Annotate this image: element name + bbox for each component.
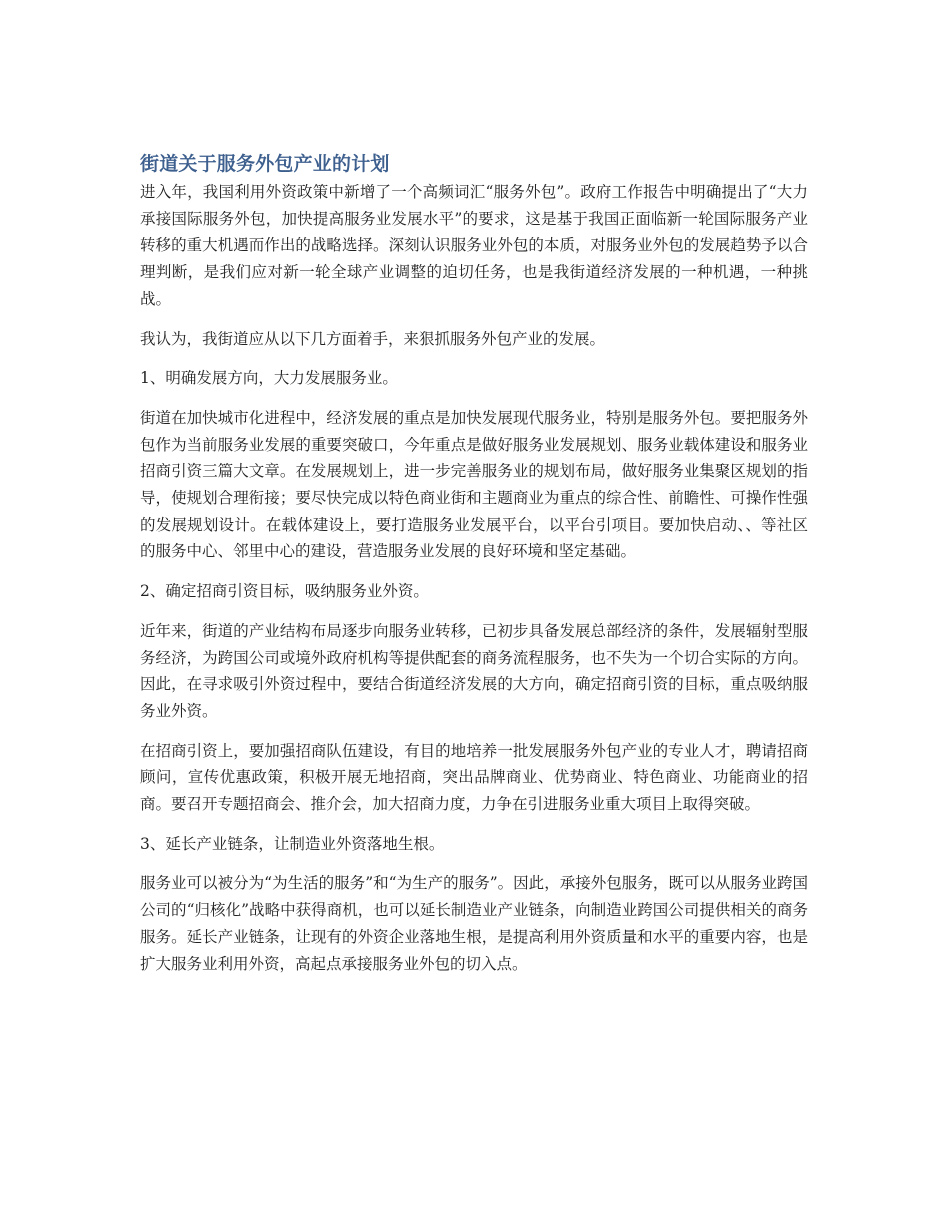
intro-paragraph: 进入年，我国利用外资政策中新增了一个高频词汇“服务外包”。政府工作报告中明确提出了“大力承接国际服务外包，加快提高服务业发展水平”的要求，这是基于我国正面临新一轮国际服务产业转移的重大机遇而作出的战略选择。深刻认识服务业外包的本质，对服务业外包的发展趋势予以合理判断，是我们应对新一轮全球产业调整的迫切任务，也是我街道经济发展的一种机遇，一种挑战。 [140,183,808,308]
section-heading-3: 3、延长产业链条，让制造业外资落地生根。 [140,834,445,853]
section-2-paragraph-2: 在招商引资上，要加强招商队伍建设，有目的地培养一批发展服务外包产业的专业人才，聘请招商顾问，宣传优惠政策，积极开展无地招商，突出品牌商业、优势商业、特色商业、功能商业的招商。要召开专题招商会、推介会，加大招商力度，力争在引进服务业重大项目上取得突破。 [140,741,808,814]
document-page [140,150,808,990]
section-heading-1: 1、明确发展方向，大力发展服务业。 [140,369,398,388]
section-2-paragraph-1: 近年来，街道的产业结构布局逐步向服务业转移，已初步具备发展总部经济的条件，发展辐射型服务经济，为跨国公司或境外政府机构等提供配套的商务流程服务，也不失为一个切合实际的方向。因此，在寻求吸引外资过程中，要结合街道经济发展的大方向，确定招商引资的目标，重点吸纳服务业外资。 [140,621,808,720]
section-1-paragraph: 街道在加快城市化进程中，经济发展的重点是加快发展现代服务业，特别是服务外包。要把服务外包作为当前服务业发展的重要突破口，今年重点是做好服务业发展规划、服务业载体建设和服务业招商引资三篇大文章。在发展规划上，进一步完善服务业的规划布局，做好服务业集聚区规划的指导，使规划合理衔接；要尽快完成以特色商业街和主题商业为重点的综合性、前瞻性、可操作性强的发展规划设计。在载体建设上，要打造服务业发展平台，以平台引项目。要加快启动、、等社区的服务中心、邻里中心的建设，营造服务业发展的良好环境和坚定基础。 [140,408,808,561]
section-3-paragraph: 服务业可以被分为“为生活的服务”和“为生产的服务”。因此，承接外包服务，既可以从服务业跨国公司的“归核化”战略中获得商机，也可以延长制造业产业链条，向制造业跨国公司提供相关的商务服务。延长产业链条，让现有的外资企业落地生根，是提高利用外资质量和水平的重要内容，也是扩大服务业利用外资，高起点承接服务业外包的切入点。 [140,874,808,973]
section-heading-2: 2、确定招商引资目标，吸纳服务业外资。 [140,582,429,601]
approach-paragraph: 我认为，我街道应从以下几方面着手，来狠抓服务外包产业的发展。 [140,329,606,348]
document-title: 街道关于服务外包产业的计划 [140,153,390,175]
